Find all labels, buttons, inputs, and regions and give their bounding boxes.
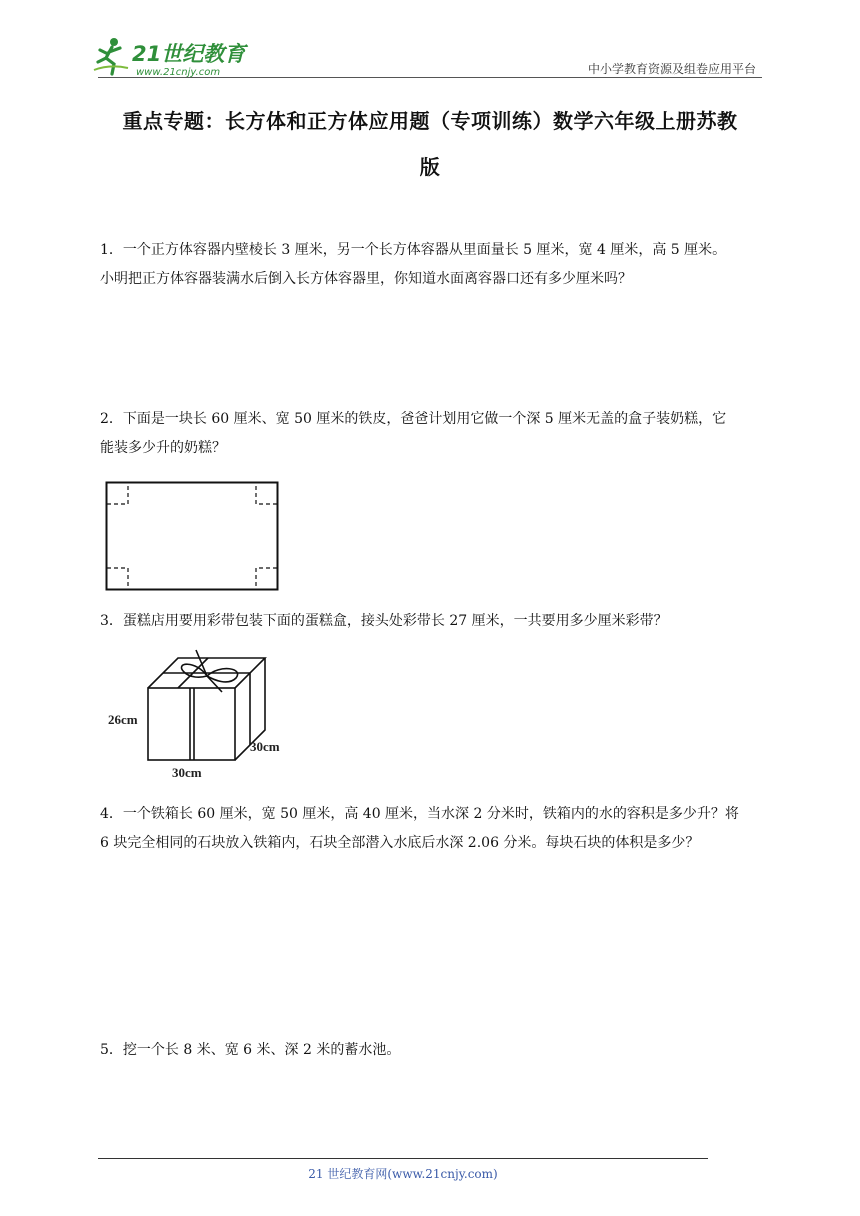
box-depth-label: 30cm — [250, 739, 280, 754]
logo-main-text: 21世纪教育 — [132, 42, 246, 66]
question-4-line1: 4．一个铁箱长 60 厘米，宽 50 厘米，高 40 厘米，当水深 2 分米时，铁箱内的水的容积是多少升？将 — [100, 806, 739, 822]
platform-name: 中小学教育资源及组卷应用平台 — [587, 62, 756, 76]
header-divider — [98, 77, 762, 78]
site-logo — [92, 34, 264, 80]
question-3 — [100, 607, 765, 636]
question-3-line1: 3．蛋糕店用要用彩带包装下面的蛋糕盒，接头处彩带长 27 厘米，一共要用多少厘米彩带？ — [100, 613, 668, 629]
page-title-line1: 重点专题：长方体和正方体应用题（专项训练）数学六年级上册苏教 — [122, 109, 738, 133]
iron-sheet-figure — [104, 480, 280, 592]
question-1-line2: 小明把正方体容器装满水后倒入长方体容器里，你知道水面离容器口还有多少厘米吗？ — [100, 271, 632, 287]
question-4-line2: 6 块完全相同的石块放入铁箱内，石块全部潜入水底后水深 2.06 分米。每块石块的体积是多少？ — [100, 835, 700, 851]
footer-link[interactable]: 21 世纪教育网(www.21cnjy.com) — [308, 1167, 498, 1181]
question-2-line1: 2．下面是一块长 60 厘米、宽 50 厘米的铁皮，爸爸计划用它做一个深 5 厘米无盖的盒子装奶糕，它 — [100, 411, 727, 427]
question-5-line1: 5．挖一个长 8 米、宽 6 米、深 2 米的蓄水池。 — [100, 1042, 401, 1058]
footer-divider — [98, 1158, 708, 1159]
question-1 — [100, 236, 765, 294]
page-title-line2: 版 — [419, 155, 441, 179]
box-height-label: 26cm — [108, 712, 138, 727]
box-width-label: 30cm — [172, 765, 202, 780]
question-5 — [100, 1036, 765, 1065]
question-2-line2: 能装多少升的奶糕？ — [100, 440, 226, 456]
runner-icon — [94, 38, 128, 74]
question-1-line1: 1．一个正方体容器内壁棱长 3 厘米，另一个长方体容器从里面量长 5 厘米，宽 4 厘米，高 5 厘米。 — [100, 242, 727, 258]
question-2 — [100, 405, 765, 463]
logo-sub-text: www.21cnjy.com — [136, 67, 221, 78]
question-4 — [100, 800, 765, 858]
cake-box-figure — [104, 640, 304, 785]
